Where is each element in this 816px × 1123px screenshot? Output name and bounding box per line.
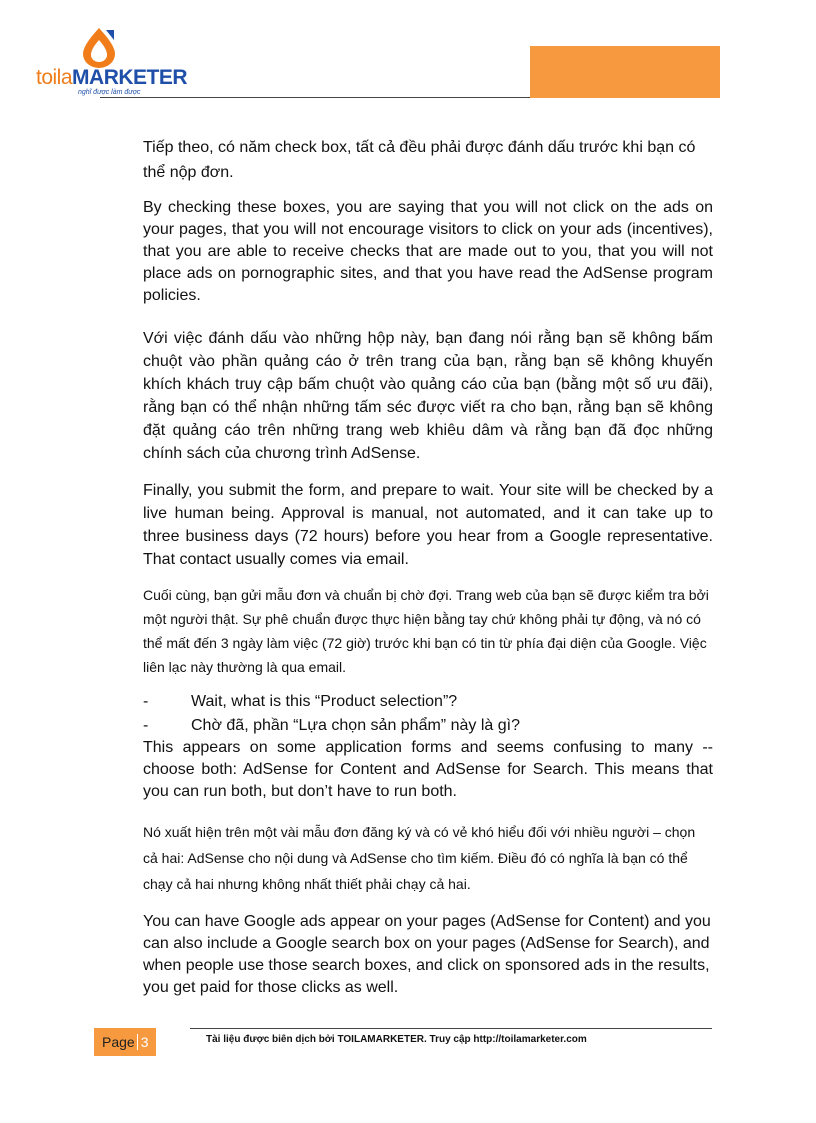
brand-logo	[36, 26, 186, 100]
logo-drop-icon	[80, 26, 118, 68]
paragraph-en-checkbox: By checking these boxes, you are saying that you will not click on the ads on your pages, that you will not encourage visitors to click on your ads (incentives), that you are able to receive checks that are made out to you, that you will not place ads on pornographic sites, and that you have read the AdSense program policies.	[143, 199, 713, 304]
paragraph-vi-checkbox: Tiếp theo, có năm check box, tất cả đều phải được đánh dấu trước khi bạn có thể nộp đơn.	[143, 139, 696, 181]
header-divider	[100, 97, 530, 98]
paragraph-en-product: This appears on some application forms and seems confusing to many -- choose both: AdSense for Content and AdSense for Search. This means that you can run both, but don’t have to run both.	[143, 739, 713, 800]
bullet-item-vi: - Chờ đã, phần “Lựa chọn sản phẩm” này là gì?	[143, 715, 713, 737]
paragraph-vi-boxes: Với việc đánh dấu vào những hộp này, bạn đang nói rằng bạn sẽ không bấm chuột vào phần quảng cáo ở trên trang của bạn, rằng bạn sẽ không khuyến khích khách truy cập bấm chuột vào quảng cáo của bạn (bằng một số ưu đãi), rằng bạn có thể nhận những tấm séc được viết ra cho bạn, rằng bạn sẽ không đặt quảng cáo trên những trang web khiêu dâm và rằng bạn đã đọc những chính sách của chương trình AdSense.	[143, 330, 713, 462]
paragraph-vi-submit: Cuối cùng, bạn gửi mẫu đơn và chuẩn bị chờ đợi. Trang web của bạn sẽ được kiểm tra bởi một người thật. Sự phê chuẩn được thực hiện bằng tay chứ không phải tự động, và nó có thể mất đến 3 ngày làm việc (72 giờ) trước khi bạn có tin từ phía đại diện của Google. Việc liên lạc này thường là qua email.	[143, 587, 709, 675]
logo-wordmark: toilaMARKETER	[36, 66, 188, 89]
header-orange-block	[530, 46, 720, 98]
page-number: 3	[137, 1034, 149, 1050]
bullet-item-en: - Wait, what is this “Product selection”?	[143, 691, 713, 713]
footer-divider	[190, 1028, 712, 1029]
document-body	[143, 135, 713, 999]
paragraph-en-search: You can have Google ads appear on your pages (AdSense for Content) and you can also include a Google search box on your pages (AdSense for Search), and when people use those search boxes, and click on sponsored ads in the results, you get paid for those clicks as well.	[143, 913, 711, 996]
paragraph-vi-product: Nó xuất hiện trên một vài mẫu đơn đăng ký và có vẻ khó hiểu đối với nhiều người – chọn cả hai: AdSense cho nội dung và AdSense cho tìm kiếm. Điều đó có nghĩa là bạn có thể chạy cả hai nhưng không nhất thiết phải chạy cả hai.	[143, 824, 696, 892]
footer-credit: Tài liệu được biên dịch bởi TOILAMARKETER. Truy cập http://toilamarketer.com	[206, 1034, 587, 1045]
page-indicator	[94, 1028, 156, 1056]
bullet-text-vi: Chờ đã, phần “Lựa chọn sản phẩm” này là gì?	[191, 717, 520, 734]
logo-tagline: nghĩ được làm được	[78, 89, 141, 96]
bullet-text-en: Wait, what is this “Product selection”?	[191, 693, 458, 710]
page-label: Page	[102, 1034, 135, 1050]
paragraph-en-submit: Finally, you submit the form, and prepare to wait. Your site will be checked by a live human being. Approval is manual, not automated, and it can take up to three business days (72 hours) before you hear from a Google representative. That contact usually comes via email.	[143, 482, 713, 568]
